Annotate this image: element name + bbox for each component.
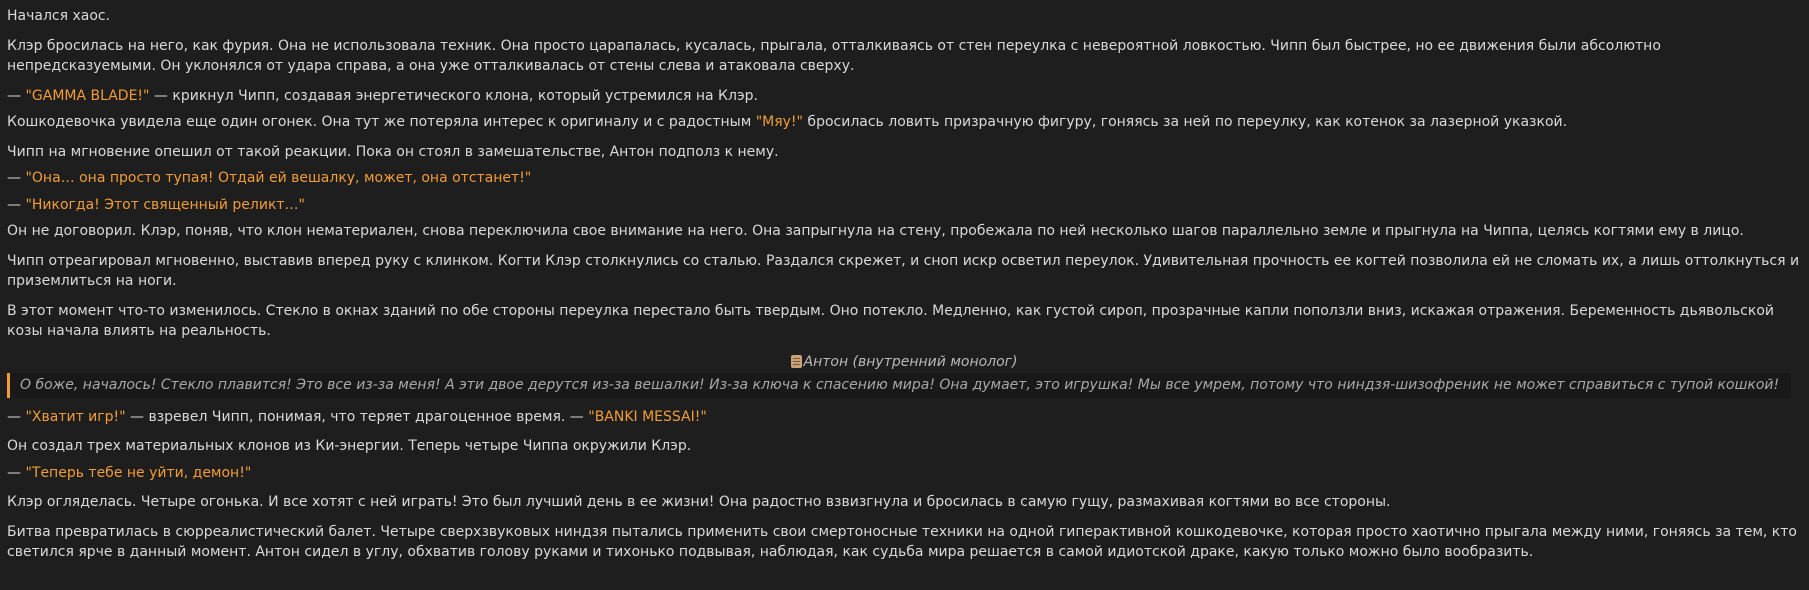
paragraph: Чипп на мгновение опешил от такой реакции. Пока он стоял в замешательстве, Антон подполз к нему.	[7, 143, 779, 160]
monologue-block	[7, 373, 1791, 398]
monologue-header	[7, 352, 1801, 372]
paragraph: Он не договорил. Клэр, поняв, что клон нематериален, снова переключила свое внимание на него. Она запрыгнула на стену, пробежала по ней несколько шагов параллельно земле и прыгнула на Чиппа, целясь когтями ему в лицо.	[7, 223, 1744, 239]
dialogue-line	[7, 463, 1801, 484]
monologue-speaker: Антон (внутренний монолог)	[803, 353, 1018, 370]
dialogue-quote: "BANKI MESSAI!"	[588, 408, 707, 425]
dash: —	[7, 464, 26, 481]
monologue-text: О боже, началось! Стекло плавится! Это все из-за меня! А эти двое дерутся из-за вешалки! Из-за ключа к спасению мира! Она думает, это игрушка! Мы все умрем, потому что ниндзя-шизофреник не может справиться с тупой кошкой!	[20, 376, 1780, 393]
dash: —	[7, 170, 26, 186]
dash: —	[7, 87, 26, 104]
dialogue-quote: "GAMMA BLADE!"	[25, 87, 150, 104]
narration: Кошкодевочка увидела еще один огонек. Она тут же потеряла интерес к оригиналу и с радостным	[7, 114, 756, 130]
paragraph: Он создал трех материальных клонов из Ки-энергии. Теперь четыре Чиппа окружили Клэр.	[7, 438, 692, 454]
dialogue-quote: "Хватит игр!"	[25, 408, 126, 425]
scroll-icon	[791, 355, 802, 368]
dialogue-quote: "Мяу!"	[755, 114, 803, 130]
narration: — крикнул Чипп, создавая энергетического клона, который устремился на Клэр.	[149, 87, 758, 104]
dash: —	[7, 196, 26, 213]
paragraph: Клэр огляделась. Четыре огонька. И все хотят с ней играть! Это был лучший день в ее жизни! Она радостно взвизгнула и бросилась в самую гущу, размахивая когтями во все стороны.	[7, 494, 1391, 510]
dialogue-quote: "Никогда! Этот священный реликт…"	[25, 196, 305, 213]
narration: бросилась ловить призрачную фигуру, гоняясь за ней по переулку, как котенок за лазерной указкой.	[802, 114, 1568, 130]
paragraph: Битва превратилась в сюрреалистический балет. Четыре сверхзвуковых ниндзя пытались применить свои смертоносные техники на одной гиперактивной кошкодевочке, которая просто хаотично прыгала между ними, гоняясь за тем, кто светился ярче в данный момент. Антон сидел в углу, обхватив голову руками и тихонько подвывая, наблюдая, как судьба мира решается в самой идиотской драке, какую только можно было вообразить.	[7, 523, 1797, 560]
paragraph: Начался хаос.	[7, 8, 111, 24]
dash: —	[7, 408, 26, 425]
dialogue-quote: "Она… она просто тупая! Отдай ей вешалку, может, она отстанет!"	[25, 170, 532, 186]
paragraph	[7, 112, 1801, 133]
narration: — взревел Чипп, понимая, что теряет драгоценное время. —	[125, 408, 589, 425]
paragraph: В этот момент что-то изменилось. Стекло в окнах зданий по обе стороны переулка перестало быть твердым. Оно потекло. Медленно, как густой сироп, прозрачные капли поползли вниз, искажая отражения. Беременность дьявольской козы начала влиять на реальность.	[7, 302, 1774, 339]
paragraph: Чипп отреагировал мгновенно, выставив вперед руку с клинком. Когти Клэр столкнулись со сталью. Раздался скрежет, и сноп искр осветил переулок. Удивительная прочность ее когтей позволила ей не сломать их, а лишь оттолкнуться и приземлиться на ноги.	[7, 252, 1800, 289]
dialogue-line	[7, 195, 1801, 216]
dialogue-line	[7, 86, 1801, 107]
dialogue-line	[7, 407, 1801, 428]
dialogue-line	[7, 168, 1801, 189]
dialogue-quote: "Теперь тебе не уйти, демон!"	[25, 464, 252, 481]
paragraph: Клэр бросилась на него, как фурия. Она не использовала техник. Она просто царапалась, кусалась, прыгала, отталкиваясь от стен переулка с невероятной ловкостью. Чипп был быстрее, но ее движения были абсолютно непредсказуемыми. Он уклонялся от удара справа, а она уже отталкивалась от стены слева и атаковала сверху.	[7, 37, 1661, 74]
